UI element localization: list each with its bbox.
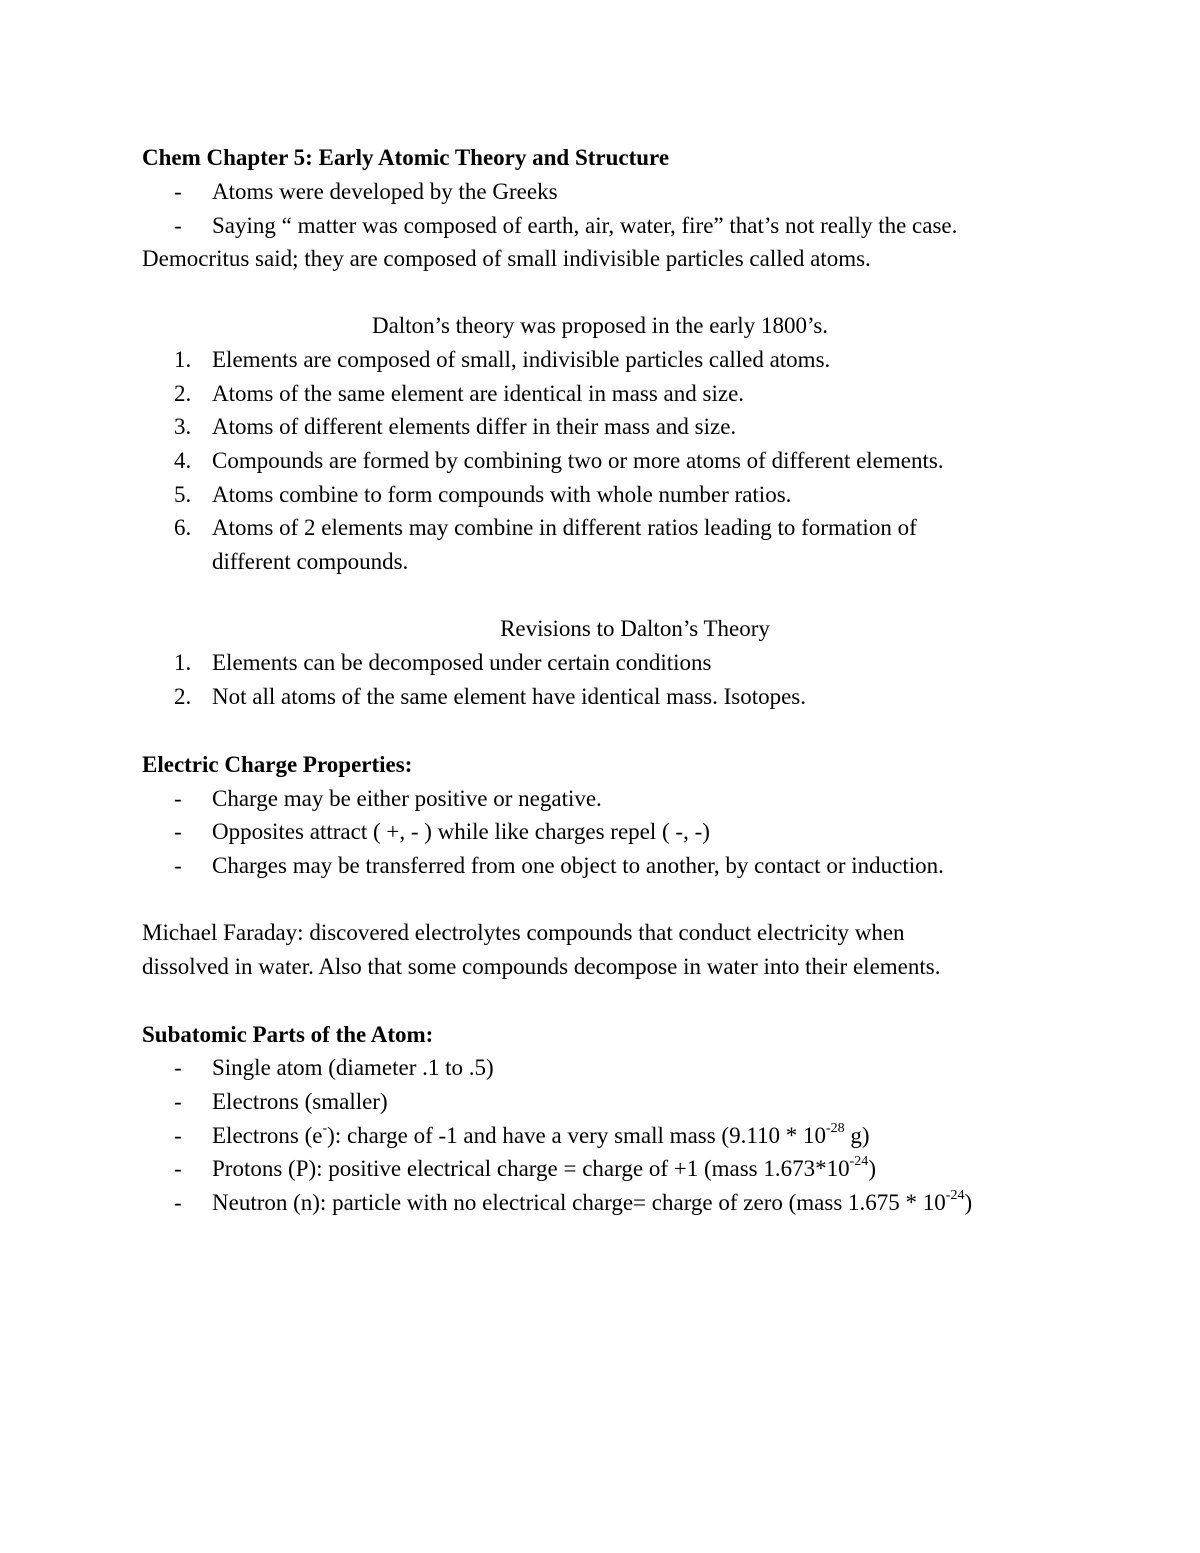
intro-continuation: Democritus said; they are composed of small indivisible particles called atoms.	[142, 246, 871, 271]
dalton-number-4: 4.	[174, 448, 192, 473]
proton-text-b: )	[868, 1156, 876, 1181]
subatomic-heading: Subatomic Parts of the Atom:	[142, 1022, 434, 1047]
dalton-item-4: Compounds are formed by combining two or more atoms of different elements.	[212, 448, 944, 473]
electron-text-a: Electrons (e	[212, 1123, 323, 1148]
intro-bullet-1: Atoms were developed by the Greeks	[212, 179, 558, 204]
dalton-item-6-continuation: different compounds.	[212, 549, 409, 574]
dalton-heading	[0, 312, 1200, 340]
bullet-marker: -	[174, 1190, 182, 1215]
electron-sup-charge: -	[322, 1121, 328, 1137]
dalton-item-1: Elements are composed of small, indivisible particles called atoms.	[212, 347, 831, 372]
revisions-number-2: 2.	[174, 684, 192, 709]
electron-sup-exponent: -28	[825, 1121, 845, 1137]
dalton-number-3: 3.	[174, 414, 192, 439]
bullet-marker: -	[174, 1055, 182, 1080]
revisions-item-1: Elements can be decomposed under certain conditions	[212, 650, 712, 675]
revisions-item-2: Not all atoms of the same element have identical mass. Isotopes.	[212, 684, 807, 709]
bullet-marker: -	[174, 819, 182, 844]
charge-heading: Electric Charge Properties:	[142, 752, 413, 777]
document-title: Chem Chapter 5: Early Atomic Theory and Structure	[142, 145, 670, 170]
revisions-number-1: 1.	[174, 650, 192, 675]
bullet-marker: -	[174, 853, 182, 878]
neutron-text-a: Neutron (n): particle with no electrical charge= charge of zero (mass 1.675 * 10	[212, 1190, 946, 1215]
charge-bullet-3: Charges may be transferred from one object to another, by contact or induction.	[212, 853, 944, 878]
proton-bullet	[212, 1155, 876, 1183]
dalton-number-2: 2.	[174, 381, 192, 406]
subatomic-bullet-2: Electrons (smaller)	[212, 1089, 388, 1114]
proton-text-a: Protons (P): positive electrical charge = charge of +1 (mass 1.673*10	[212, 1156, 850, 1181]
dalton-number-6: 6.	[174, 515, 192, 540]
electron-text-c: g)	[844, 1123, 870, 1148]
electron-bullet	[212, 1122, 870, 1150]
dalton-item-6: Atoms of 2 elements may combine in different ratios leading to formation of	[212, 515, 917, 540]
charge-bullet-2: Opposites attract ( +, - ) while like charges repel ( -, -)	[212, 819, 710, 844]
bullet-marker: -	[174, 786, 182, 811]
bullet-marker: -	[174, 213, 182, 238]
revisions-heading-text: Revisions to Dalton’s Theory	[500, 616, 770, 641]
revisions-heading	[0, 615, 1200, 643]
dalton-number-1: 1.	[174, 347, 192, 372]
electron-text-b: ): charge of -1 and have a very small mass (9.110 * 10	[327, 1123, 826, 1148]
dalton-item-2: Atoms of the same element are identical in mass and size.	[212, 381, 745, 406]
dalton-heading-text: Dalton’s theory was proposed in the early 1800’s.	[371, 313, 829, 338]
faraday-line-1: Michael Faraday: discovered electrolytes compounds that conduct electricity when	[142, 920, 905, 945]
charge-bullet-1: Charge may be either positive or negative.	[212, 786, 602, 811]
bullet-marker: -	[174, 1123, 182, 1148]
bullet-marker: -	[174, 1089, 182, 1114]
neutron-text-b: )	[964, 1190, 973, 1215]
intro-bullet-2: Saying “ matter was composed of earth, air, water, fire” that’s not really the case.	[212, 213, 958, 238]
dalton-number-5: 5.	[174, 482, 192, 507]
bullet-marker: -	[174, 1156, 182, 1181]
faraday-line-2: dissolved in water. Also that some compounds decompose in water into their elements.	[142, 954, 941, 979]
neutron-bullet	[212, 1189, 972, 1217]
subatomic-bullet-1: Single atom (diameter .1 to .5)	[212, 1055, 494, 1080]
dalton-item-5: Atoms combine to form compounds with whole number ratios.	[212, 482, 792, 507]
bullet-marker: -	[174, 179, 182, 204]
neutron-sup-exponent: -24	[945, 1188, 965, 1204]
proton-sup-exponent: -24	[849, 1154, 869, 1170]
dalton-item-3: Atoms of different elements differ in their mass and size.	[212, 414, 737, 439]
